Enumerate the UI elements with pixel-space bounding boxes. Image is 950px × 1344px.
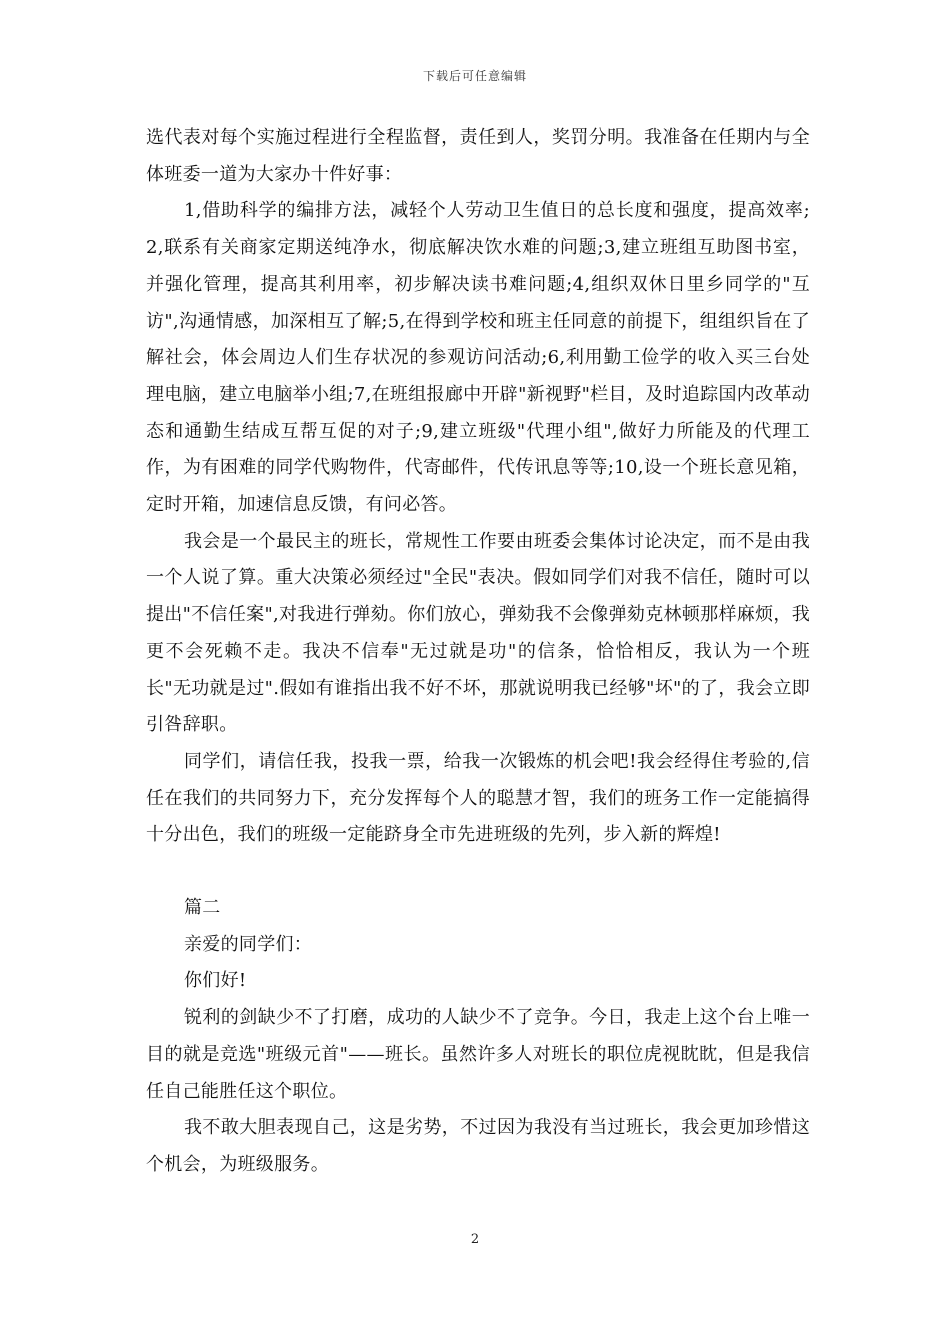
section-heading: 篇二: [184, 897, 221, 919]
paragraph-competition: 锐利的剑缺少不了打磨，成功的人缺少不了竞争。今日，我走上这个台上唯一目的就是竞选"班级元首"——班长。虽然许多人对班长的职位虎视眈眈，但是我信任自己能胜任这个职位。: [146, 1007, 810, 1102]
paragraph-continuation: 选代表对每个实施过程进行全程监督，责任到人，奖罚分明。我准备在任期内与全体班委一道为大家办十件好事：: [146, 127, 810, 185]
salutation: 亲爱的同学们：: [184, 933, 313, 955]
page-number: 2: [470, 1232, 480, 1247]
section-spacer: [146, 854, 810, 890]
paragraph-democratic-monitor: 我会是一个最民主的班长，常规性工作要由班委会集体讨论决定，而不是由我一个人说了算。重大决策必须经过"全民"表决。假如同学们对我不信任，随时可以提出"不信任案",对我进行弹劾。你们放心，弹劾我不会像弹劾克林顿那样麻烦，我更不会死赖不走。我决不信奉"无过就是功"的信条，恰恰相反，我认为一个班长"无功就是过".假如有谁指出我不好不坏，那就说明我已经够"坏"的了，我会立即引咎辞职。: [146, 530, 810, 736]
paragraph-closing-appeal: 同学们，请信任我，投我一票，给我一次锻炼的机会吧!我会经得住考验的,信任在我们的共同努力下，充分发挥每个人的聪慧才智，我们的班务工作一定能搞得十分出色，我们的班级一定能跻身全市先进班级的先列，步入新的辉煌!: [146, 750, 810, 846]
paragraph-weakness: 我不敢大胆表现自己，这是劣势，不过因为我没有当过班长，我会更加珍惜这个机会，为班级服务。: [146, 1117, 810, 1175]
greeting: 你们好!: [184, 970, 247, 992]
page-header: 下载后可任意编辑: [422, 69, 527, 83]
document-body: [146, 120, 810, 1184]
paragraph-ten-good-deeds: 1,借助科学的编排方法，减轻个人劳动卫生值日的总长度和强度，提高效率;2,联系有关商家定期送纯净水，彻底解决饮水难的问题;3,建立班组互助图书室，并强化管理，提高其利用率，初步解决读书难问题;4,组织双休日里乡同学的"互访",沟通情感，加深相互了解;5,在得到学校和班主任同意的前提下，组组织旨在了解社会，体会周边人们生存状况的参观访问活动;6,利用勤工俭学的收入买三台处理电脑，建立电脑举小组;7,在班组报廊中开辟"新视野"栏目，及时追踪国内改革动态和通勤生结成互帮互促的对子;9,建立班级"代理小组",做好力所能及的代理工作，为有困难的同学代购物件，代寄邮件，代传讯息等等;10,设一个班长意见箱，定时开箱，加速信息反馈，有问必答。: [146, 200, 810, 516]
